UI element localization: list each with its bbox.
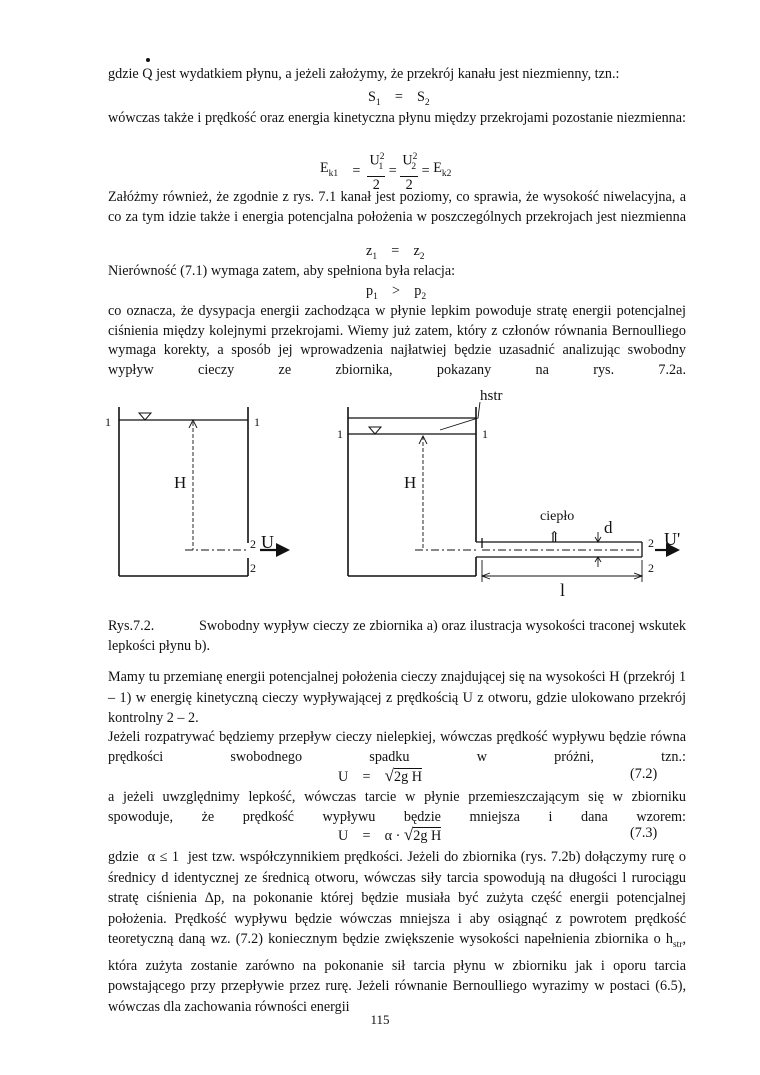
svg-text:2: 2 xyxy=(648,536,654,550)
para-dissipation: co oznacza, że dysypacja energii zachodząca w płynie lepkim powoduje stratę energii potencjalnej ciśnienia między kolejnymi przekrojami. Wiemy już zatem, który z członów równania Bernoulliego wymaga korekty, a sposób jej wprowadzenia najłatwiej będzie uzasadnić analizując swobodny wypływ cieczy ze zbiornika, pokazany na rys. 7.2a. xyxy=(108,303,686,378)
equation-7-2-number: (7.2) xyxy=(630,766,658,782)
para-transform: Mamy tu przemianę energii potencjalnej położenia cieczy znajdującej się na wysokości H (przekrój 1 – 1) w energię kinetyczną cieczy wypływającej z prędkością U z otworu, gdzie ulokowano przekrój kontrolny 2 – 2. xyxy=(108,669,687,726)
para-inviscid: Jeżeli rozpatrywać będziemy przepływ cieczy nielepkiej, wówczas prędkość wypływu będzie równa prędkości swobodnego spadku w próżni, tzn.: xyxy=(108,729,686,765)
figure-caption-text: Swobodny wypływ cieczy ze zbiornika a) oraz ilustracja wysokości traconej wskutek lepkości płynu b). xyxy=(108,618,686,654)
para-coefficient: gdzie α ≤ 1 jest tzw. współczynnikiem prędkości. Jeżeli do zbiornika (rys. 7.2b) dołączymy rurę o średnicy d identycznej ze średnicą otworu, wówczas siły tarcia spowodują na długości l rurociągu stratę ciśnienia Δp, na pokonanie której będzie musiała być zużyta część energii potencjalnej położenia. Prędkość wypływu będzie wówczas mniejsza i aby osiągnąć z powrotem prędkość teoretyczną daną wz. (7.2) koniecznym będzie zwiększenie wysokości napełnienia zbiornika o $h_{str}$, która zużyta zostanie zarówno na pokonanie sił tarcia płynu w zbiorniku jak i oporu tarcia powstającego przy przepływie przez rurę. Jeżeli równanie Bernoulliego wyrazimy w postaci (6.5), wówczas dla zachowania równości energii xyxy=(108,849,687,1015)
figure-7-2 xyxy=(0,382,760,602)
equation-7-3-number: (7.3) xyxy=(630,825,658,841)
para-viscous: a jeżeli uwzględnimy lepkość, wówczas tarcie w płynie przemieszczającym się w zbiorniku spowoduje, że prędkość wypływu będzie mniejsza i dana wzorem: xyxy=(108,789,686,825)
tank-a xyxy=(105,407,290,576)
svg-text:ciepło: ciepło xyxy=(540,509,575,524)
svg-text:U: U xyxy=(261,532,274,552)
heat-arrow-icon: ⇑ xyxy=(548,530,561,546)
equation-7-2: U = √2g H xyxy=(338,766,422,785)
equation-s: $S_1$ = $S_2$ xyxy=(368,89,430,108)
tank-b xyxy=(337,388,680,600)
intro-q: Q xyxy=(142,66,153,82)
svg-text:H: H xyxy=(404,473,417,492)
dot-over-q-icon xyxy=(146,58,150,62)
equation-7-3: U = α · √2g H xyxy=(338,825,442,844)
svg-text:2: 2 xyxy=(250,561,256,575)
outflow-arrow-icon xyxy=(276,543,290,557)
intro-post: jest wydatkiem płynu, a jeżeli założymy, że przekrój kanału jest niezmienny, tzn.: xyxy=(156,66,620,82)
page-number: 115 xyxy=(370,1012,390,1027)
svg-text:2: 2 xyxy=(250,537,256,551)
intro-pre: gdzie xyxy=(108,66,139,82)
svg-text:1: 1 xyxy=(337,427,343,441)
equation-p: $p_1$ > $p_2$ xyxy=(366,283,427,302)
para-inequality: Nierówność (7.1) wymaga zatem, aby spełniona była relacja: xyxy=(108,263,456,279)
intro-line xyxy=(108,65,686,84)
svg-text:2: 2 xyxy=(648,561,654,575)
svg-text:U': U' xyxy=(664,529,681,549)
para-velocity: wówczas także i prędkość oraz energia kinetyczna płynu między przekrojami pozostanie niezmienna: xyxy=(108,110,686,126)
svg-text:hstr: hstr xyxy=(480,388,503,404)
equation-z: $z_1$ = $z_2$ xyxy=(366,243,425,262)
svg-text:l: l xyxy=(560,580,566,600)
equation-kinetic: $E_{k1}$ = $\frac{U^2_1}{2}$ = $\frac{U^2_2}{2}$ = $E_{k2}$ xyxy=(320,149,451,194)
svg-text:H: H xyxy=(174,473,187,492)
svg-text:1: 1 xyxy=(105,415,111,429)
water-level-icon xyxy=(369,427,381,434)
para-horizontal: Załóżmy również, że zgodnie z rys. 7.1 kanał jest poziomy, co sprawia, że wysokość niwelacyjna, a co za tym idzie także i energia potencjalna położenia w poszczególnych przekrojach jest niezmienna xyxy=(108,189,686,225)
svg-text:1: 1 xyxy=(482,427,488,441)
figure-caption-label: Rys.7.2. xyxy=(108,618,155,634)
water-level-icon xyxy=(139,413,151,420)
svg-text:d: d xyxy=(604,518,613,537)
svg-text:1: 1 xyxy=(254,415,260,429)
